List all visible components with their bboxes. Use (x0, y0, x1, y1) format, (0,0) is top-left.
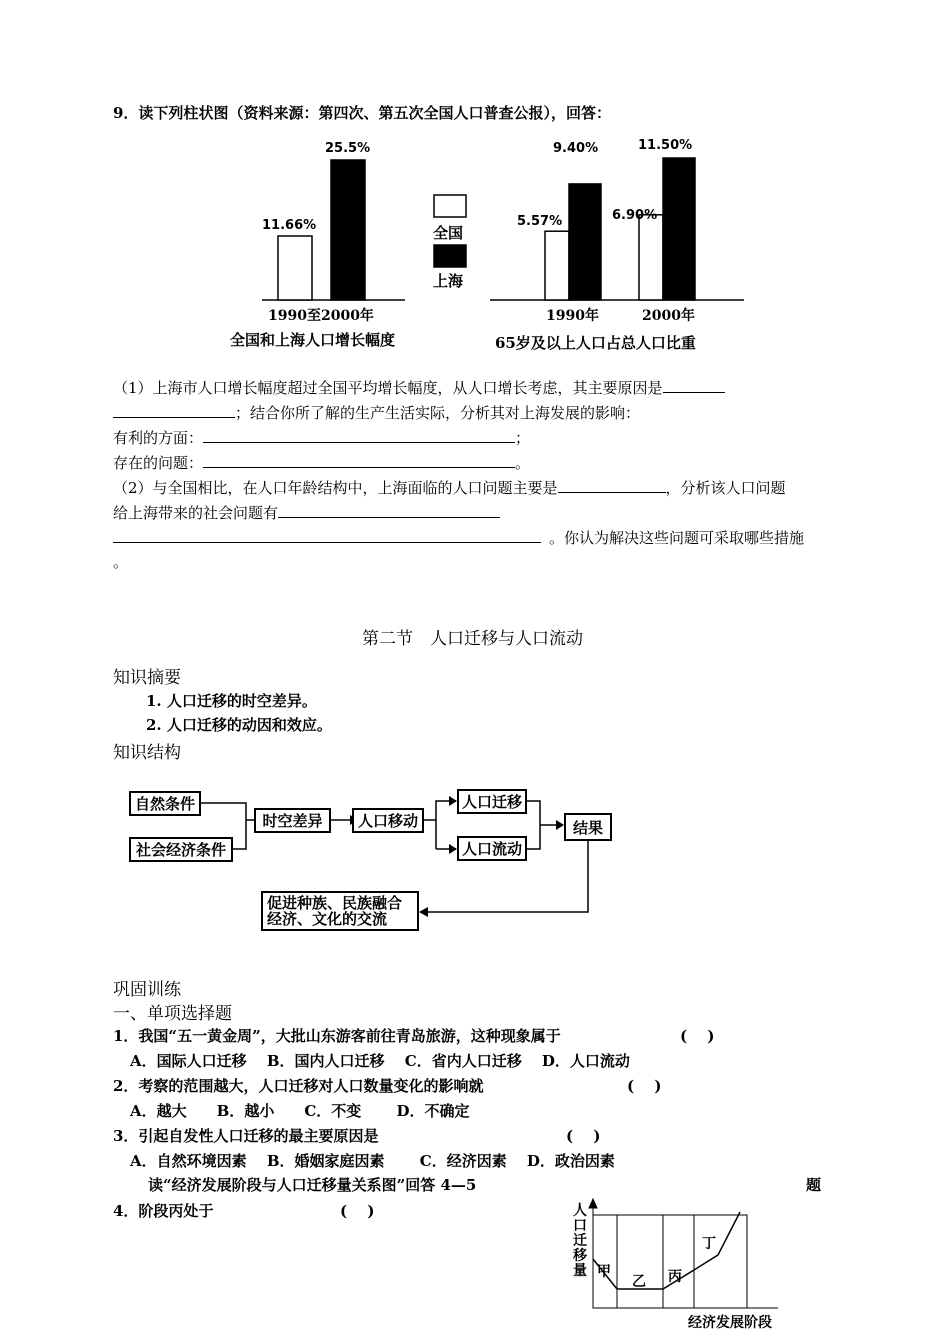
q1-stem: 1．我国“五一黄金周”，大批山东游客前往青岛旅游，这种现象属于 (113, 1027, 561, 1045)
box-result: 结果 (564, 813, 612, 841)
box-population-movement: 人口移动 (352, 808, 424, 833)
box-natural-conditions: 自然条件 (129, 791, 201, 816)
chart1-xlabel: 1990至2000年 (268, 308, 374, 324)
bar-national-2000 (639, 215, 663, 300)
q9-bad-line: 存在的问题： 。 (113, 454, 531, 472)
effect-line-1: 促进种族、民族融合 (267, 894, 403, 912)
q9-good-line: 有利的方面： ； (113, 429, 531, 447)
practice-subheading: 一、单项选择题 (113, 1004, 232, 1024)
stage-ding: 丁 (702, 1236, 716, 1252)
q2-options: A．越大 B．越小 C．不变 D．不确定 (130, 1102, 470, 1120)
q9-part1-line1: （1）上海市人口增长幅度超过全国平均增长幅度，从人口增长考虑，其主要原因是 (113, 377, 725, 398)
box-effects (261, 891, 419, 931)
summary-item-1: 1. 人口迁移的时空差异。 (146, 692, 317, 710)
box-population-flow: 人口流动 (457, 836, 527, 861)
legend-swatch-national (434, 195, 466, 217)
q2-stem: 2．考察的范围越大，人口迁移对人口数量变化的影响就 (113, 1077, 484, 1095)
q4-stem: 4．阶段丙处于 (113, 1202, 214, 1220)
label-national-2000: 6.90% (612, 208, 658, 223)
chart2-cat-1990: 1990年 (546, 308, 599, 324)
q9-title: 9．读下列柱状图（资料来源：第四次、第五次全国人口普查公报），回答： (113, 104, 611, 122)
read-instruction-end: 题 (806, 1176, 822, 1194)
q1-options: A．国际人口迁移 B．国内人口迁移 C．省内人口迁移 D．人口流动 (130, 1052, 630, 1070)
summary-item-2: 2. 人口迁移的动因和效应。 (146, 716, 332, 734)
label-national-growth: 11.66% (262, 218, 317, 233)
legend-national: 全国 (433, 224, 464, 242)
bar-shanghai-1990 (569, 184, 601, 300)
chart2-caption: 65岁及以上人口占总人口比重 (495, 334, 696, 352)
stage-yi: 乙 (632, 1274, 646, 1290)
q9-part2-line3: 。你认为解决这些问题可采取哪些措施 (113, 527, 804, 548)
q4-answer-paren: ( ) (340, 1202, 375, 1220)
q9-part2-line2: 给上海带来的社会问题有 (113, 502, 500, 523)
label-shanghai-growth: 25.5% (325, 141, 371, 156)
legend-shanghai: 上海 (433, 272, 464, 290)
box-spacetime-difference: 时空差异 (254, 808, 331, 833)
q9-part2-line1: （2）与全国相比，在人口年龄结构中，上海面临的人口问题主要是 ，分析该人口问题 (113, 479, 786, 497)
structure-heading: 知识结构 (113, 743, 181, 763)
summary-heading: 知识摘要 (113, 668, 181, 688)
section-title: 第二节 人口迁移与人口流动 (362, 629, 583, 649)
stage-chart (589, 1199, 778, 1308)
box-population-migration: 人口迁移 (457, 789, 527, 814)
bar-shanghai-2000 (663, 158, 695, 300)
effect-line-2: 经济、文化的交流 (267, 910, 388, 928)
bar-national-1990 (545, 231, 569, 300)
chart1-caption: 全国和上海人口增长幅度 (230, 331, 396, 349)
label-shanghai-1990: 9.40% (553, 141, 599, 156)
bar-shanghai-growth (331, 160, 365, 300)
q2-answer-paren: ( ) (627, 1077, 662, 1095)
stage-jia: 甲 (597, 1264, 611, 1280)
q1-answer-paren: ( ) (680, 1027, 715, 1045)
read-instruction: 读“经济发展阶段与人口迁移量关系图”回答 4—5 (148, 1176, 477, 1194)
label-national-1990: 5.57% (517, 214, 563, 229)
q3-options: A．自然环境因素 B．婚姻家庭因素 C．经济因素 D．政治因素 (130, 1152, 615, 1170)
chart2-cat-2000: 2000年 (642, 308, 695, 324)
stage-bing: 丙 (668, 1269, 682, 1285)
legend-swatch-shanghai (434, 245, 466, 267)
q3-answer-paren: ( ) (566, 1127, 601, 1145)
q9-part2-end: 。 (113, 553, 129, 571)
bar-national-growth (278, 236, 312, 300)
q9-part1-line2: ；结合你所了解的生产生活实际，分析其对上海发展的影响： (113, 402, 640, 423)
box-social-economic-conditions: 社会经济条件 (129, 837, 233, 862)
stage-chart-xlabel: 经济发展阶段 (688, 1315, 772, 1331)
stage-chart-ylabel: 人口迁移量 (573, 1203, 587, 1279)
label-shanghai-2000: 11.50% (638, 138, 693, 153)
q3-stem: 3．引起自发性人口迁移的最主要原因是 (113, 1127, 379, 1145)
practice-heading: 巩固训练 (113, 980, 181, 1000)
